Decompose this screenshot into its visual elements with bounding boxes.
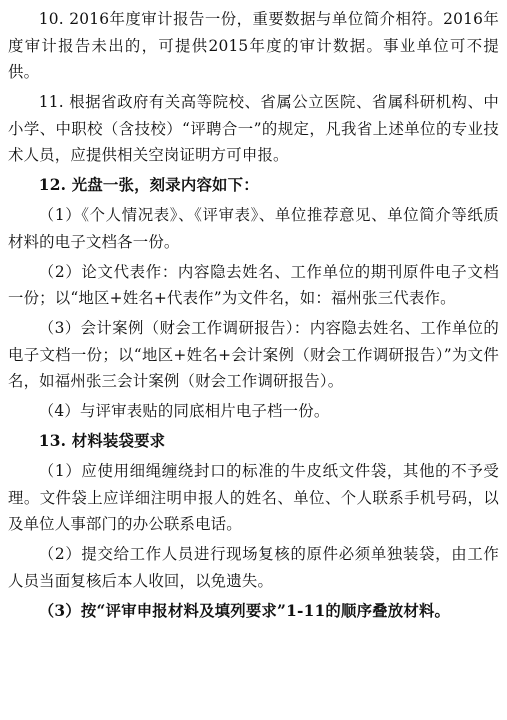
paragraph-item-11: 11. 根据省政府有关高等院校、省属公立医院、省属科研机构、中小学、中职校（含技校）“评聘合一”的规定，凡我省上述单位的专业技术人员，应提供相关空岗证明方可申报。 [8, 93, 499, 164]
paragraph-item-12-3: （3）会计案例（财会工作调研报告）：内容隐去姓名、工作单位的电子文档一份；以“地区+姓名+会计案例（财会工作调研报告）”为文件名，如福州张三会计案例（财会工作调研报告）。 [8, 319, 499, 390]
section-heading-12: 12. 光盘一张，刻录内容如下： [38, 176, 259, 194]
paragraph-item-12-1: （1）《个人情况表》、《评审表》、单位推荐意见、单位简介等纸质材料的电子文档各一份。 [8, 206, 499, 251]
paragraph-item-13-2: （2）提交给工作人员进行现场复核的原件必须单独装袋，由工作人员当面复核后本人收回，以免遗失。 [8, 545, 499, 590]
paragraph-item-12-4: （4）与评审表贴的同底相片电子档一份。 [38, 402, 330, 420]
paragraph-item-13-3: （3）按“评审申报材料及填列要求”1-11的顺序叠放材料。 [38, 601, 451, 620]
section-heading-13: 13. 材料装袋要求 [38, 432, 166, 450]
paragraph-item-12-2: （2）论文代表作：内容隐去姓名、工作单位的期刊原件电子文档一份；以“地区+姓名+代表作”为文件名，如：福州张三代表作。 [8, 262, 499, 307]
paragraph-item-13-1: （1）应使用细绳缠绕封口的标准的牛皮纸文件袋，其他的不予受理。文件袋上应详细注明申报人的姓名、单位、个人联系手机号码，以及单位人事部门的办公联系电话。 [8, 462, 499, 533]
paragraph-item-10: 10. 2016年度审计报告一份，重要数据与单位简介相符。2016年度审计报告未出的，可提供2015年度的审计数据。事业单位可不提供。 [8, 10, 499, 81]
